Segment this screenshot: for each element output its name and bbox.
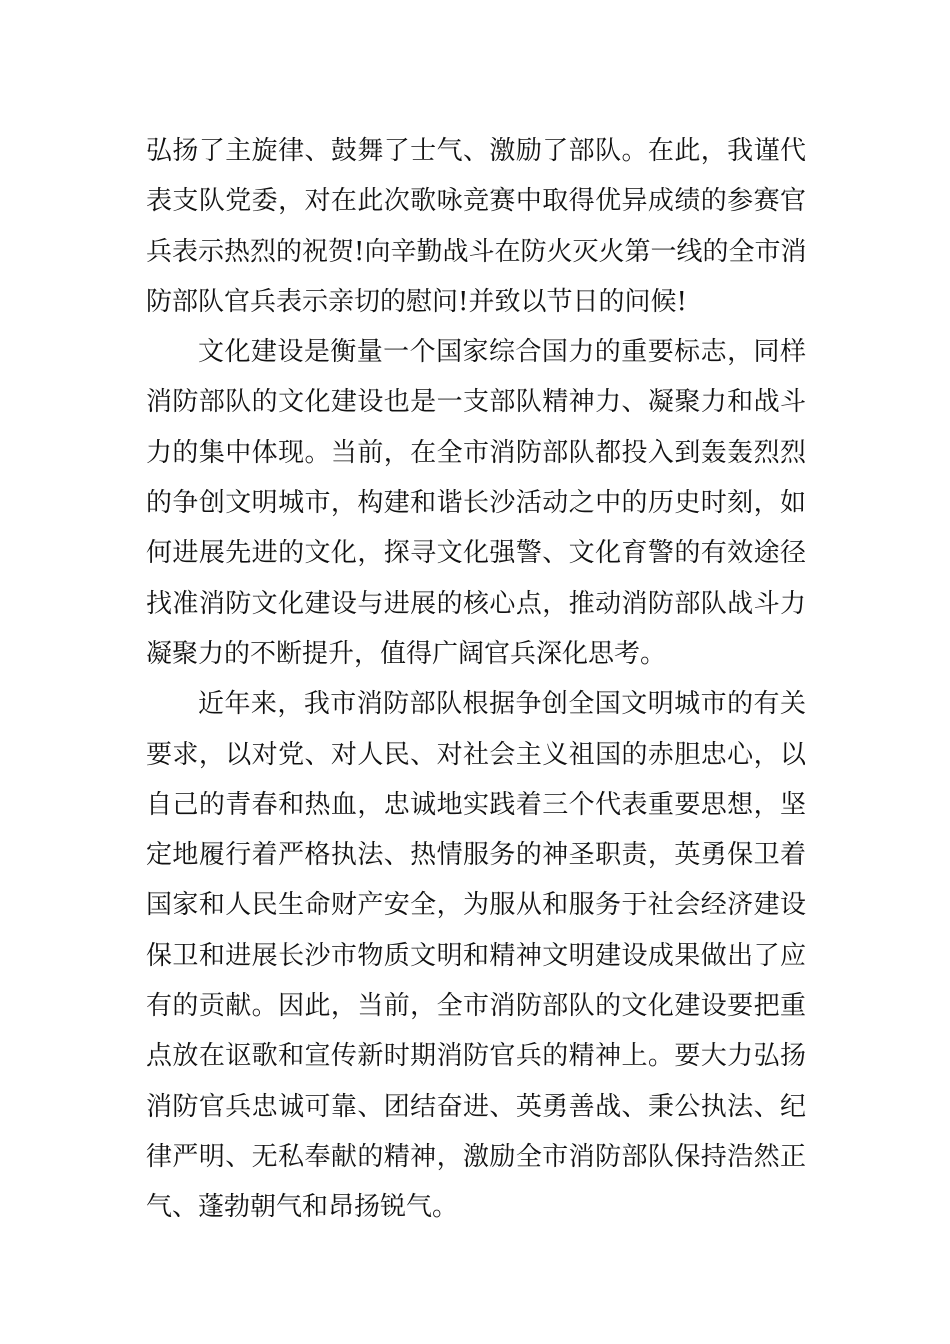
paragraph-2 (146, 327, 806, 679)
text-line: 气、蓬勃朝气和昂扬锐气。 (146, 1192, 459, 1223)
text-line: 的争创文明城市，构建和谐长沙活动之中的历史时刻，如 (146, 488, 806, 519)
text-line: 有的贡献。因此，当前，全市消防部队的文化建设要把重 (146, 991, 806, 1022)
text-line: 保卫和进展长沙市物质文明和精神文明建设成果做出了应 (146, 940, 806, 971)
text-line: 凝聚力的不断提升，值得广阔官兵深化思考。 (146, 638, 667, 669)
text-line: 弘扬了主旋律、鼓舞了士气、激励了部队。在此，我谨代 (146, 136, 806, 166)
text-line: 消防部队的文化建设也是一支部队精神力、凝聚力和战斗 (146, 387, 806, 418)
text-line: 文化建设是衡量一个国家综合国力的重要标志，同样 (198, 337, 806, 368)
document-body (146, 126, 806, 1233)
text-line: 找准消防文化建设与进展的核心点，推动消防部队战斗力 (146, 588, 806, 619)
paragraph-1 (146, 126, 806, 327)
text-line: 力的集中体现。当前，在全市消防部队都投入到轰轰烈烈 (146, 437, 806, 468)
text-line: 兵表示热烈的祝贺!向辛勤战斗在防火灭火第一线的全市消 (146, 236, 807, 267)
text-line: 要求，以对党、对人民、对社会主义祖国的赤胆忠心，以 (146, 739, 806, 770)
text-line: 何进展先进的文化，探寻文化强警、文化育警的有效途径 (146, 538, 806, 569)
text-line: 定地履行着严格执法、热情服务的神圣职责，英勇保卫着 (146, 840, 806, 871)
text-line: 消防官兵忠诚可靠、团结奋进、英勇善战、秉公执法、纪 (146, 1091, 806, 1122)
text-line: 点放在讴歌和宣传新时期消防官兵的精神上。要大力弘扬 (146, 1041, 806, 1072)
text-line: 近年来，我市消防部队根据争创全国文明城市的有关 (198, 689, 806, 720)
text-line: 自己的青春和热血，忠诚地实践着三个代表重要思想，坚 (146, 789, 806, 820)
text-line: 国家和人民生命财产安全，为服从和服务于社会经济建设 (146, 890, 806, 921)
text-line: 防部队官兵表示亲切的慰问!并致以节日的问候! (146, 286, 687, 317)
text-line: 律严明、无私奉献的精神，激励全市消防部队保持浩然正 (146, 1141, 806, 1172)
paragraph-3 (146, 679, 806, 1232)
text-line: 表支队党委，对在此次歌咏竞赛中取得优异成绩的参赛官 (146, 186, 806, 217)
